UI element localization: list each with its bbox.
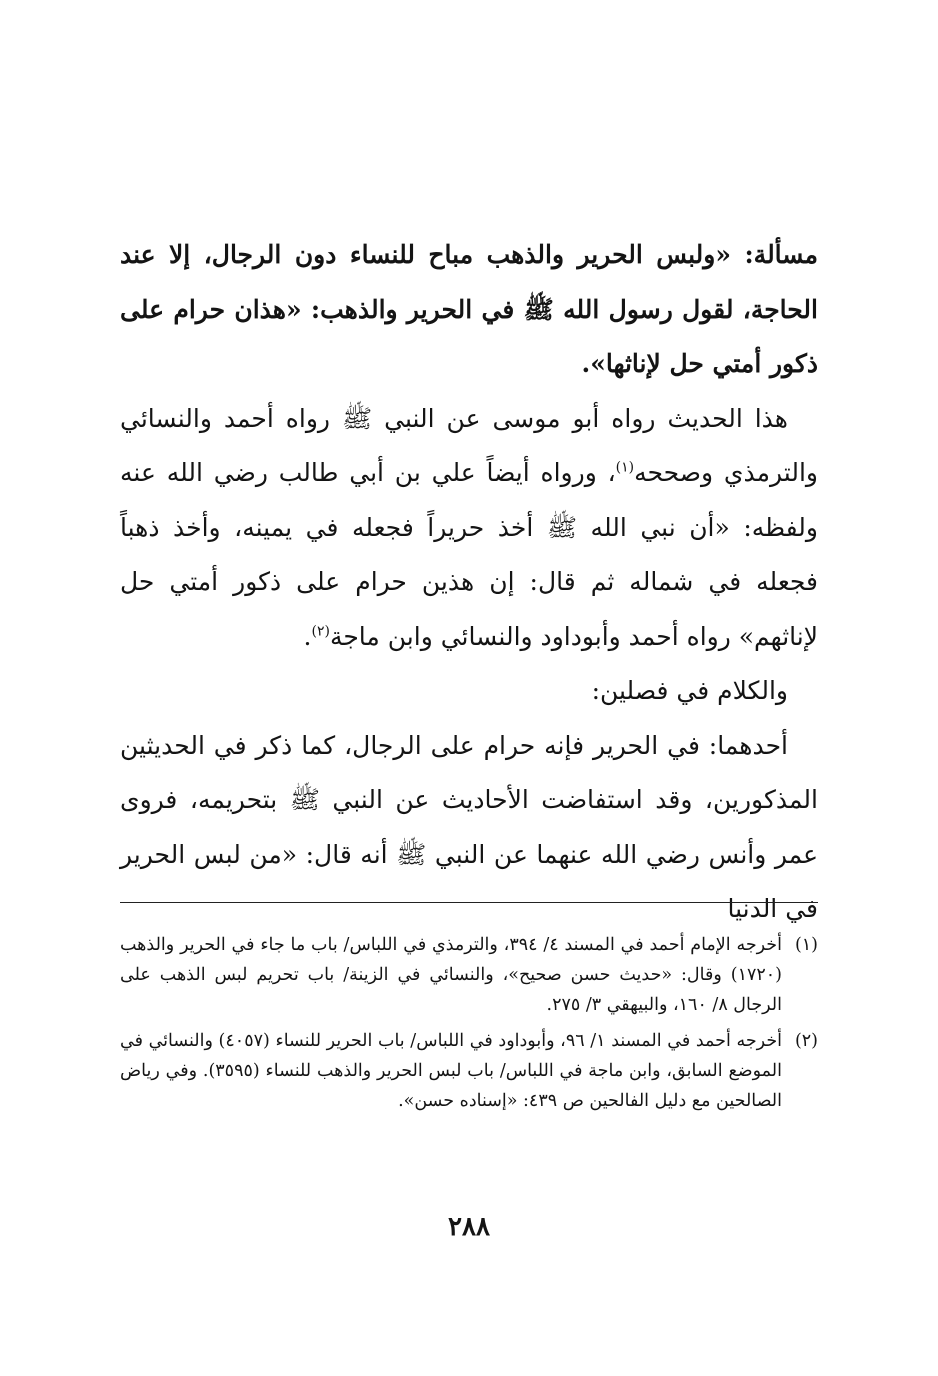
footnote-1: [120, 930, 818, 1020]
issue-paragraph: [120, 228, 818, 392]
issue-text: «ولبس الحرير والذهب مباح للنساء دون الرجال، إلا عند الحاجة، لقول رسول الله ﷺ في الحرير والذهب: «هذان حرام على ذكور أمتي حل لإناثها».: [120, 240, 818, 378]
main-text: [120, 228, 818, 937]
footnote-text: أخرجه أحمد في المسند ١/ ٩٦، وأبوداود في اللباس/ باب الحرير للنساء (٤٠٥٧) والنسائي في الموضع السابق، وابن ماجة في اللباس/ باب لبس الحرير والذهب للنساء (٣٥٩٥). وفي رياض الصالحين مع دليل الفالحين ص ٤٣٩: «إسناده حسن».: [120, 1031, 782, 1111]
sections-intro: والكلام في فصلين:: [591, 676, 788, 705]
first-section-paragraph: أحدهما: في الحرير فإنه حرام على الرجال، كما ذكر في الحديثين المذكورين، وقد استفاضت الأحاديث عن النبي ﷺ بتحريمه، فروى عمر وأنس رضي الله عنهما عن النبي ﷺ أنه قال: «من لبس الحرير في الدنيا: [120, 730, 818, 923]
page-number: ٢٨٨: [448, 1212, 490, 1242]
footnote-number: (١): [794, 935, 818, 955]
issue-label: مسألة:: [744, 240, 818, 269]
footnote-text: أخرجه الإمام أحمد في المسند ٤/ ٣٩٤، والترمذي في اللباس/ باب ما جاء في الحرير والذهب (١٧٢٠) وقال: «حديث حسن صحيح»، والنسائي في الزينة/ باب تحريم لبس الذهب على الرجال ٨/ ١٦٠، والبيهقي ٣/ ٢٧٥.: [120, 935, 782, 1015]
footnote-divider: [120, 902, 818, 903]
footnote-ref-1[interactable]: (١): [615, 459, 635, 476]
hadith-text-part1: هذا الحديث رواه أبو موسى عن النبي ﷺ رواه أحمد والنسائي والترمذي وصححه: [120, 403, 818, 487]
footnote-ref-2[interactable]: (٢): [311, 623, 330, 640]
footnote-2: [120, 1026, 818, 1116]
hadith-paragraph: [120, 392, 818, 665]
footnote-number: (٢): [794, 1031, 818, 1051]
hadith-text-end: .: [303, 621, 312, 651]
footnotes: [120, 930, 818, 1122]
hadith-text-part2: ، ورواه أيضاً علي بن أبي طالب رضي الله عنه ولفظه: «أن نبي الله ﷺ أخذ حريراً فجعله في يمينه، وأخذ ذهباً فجعله في شماله ثم قال: إن هذين حرام على ذكور أمتي حل لإناثهم» رواه أحمد وأبوداود والنسائي وابن ماجة: [120, 458, 818, 651]
